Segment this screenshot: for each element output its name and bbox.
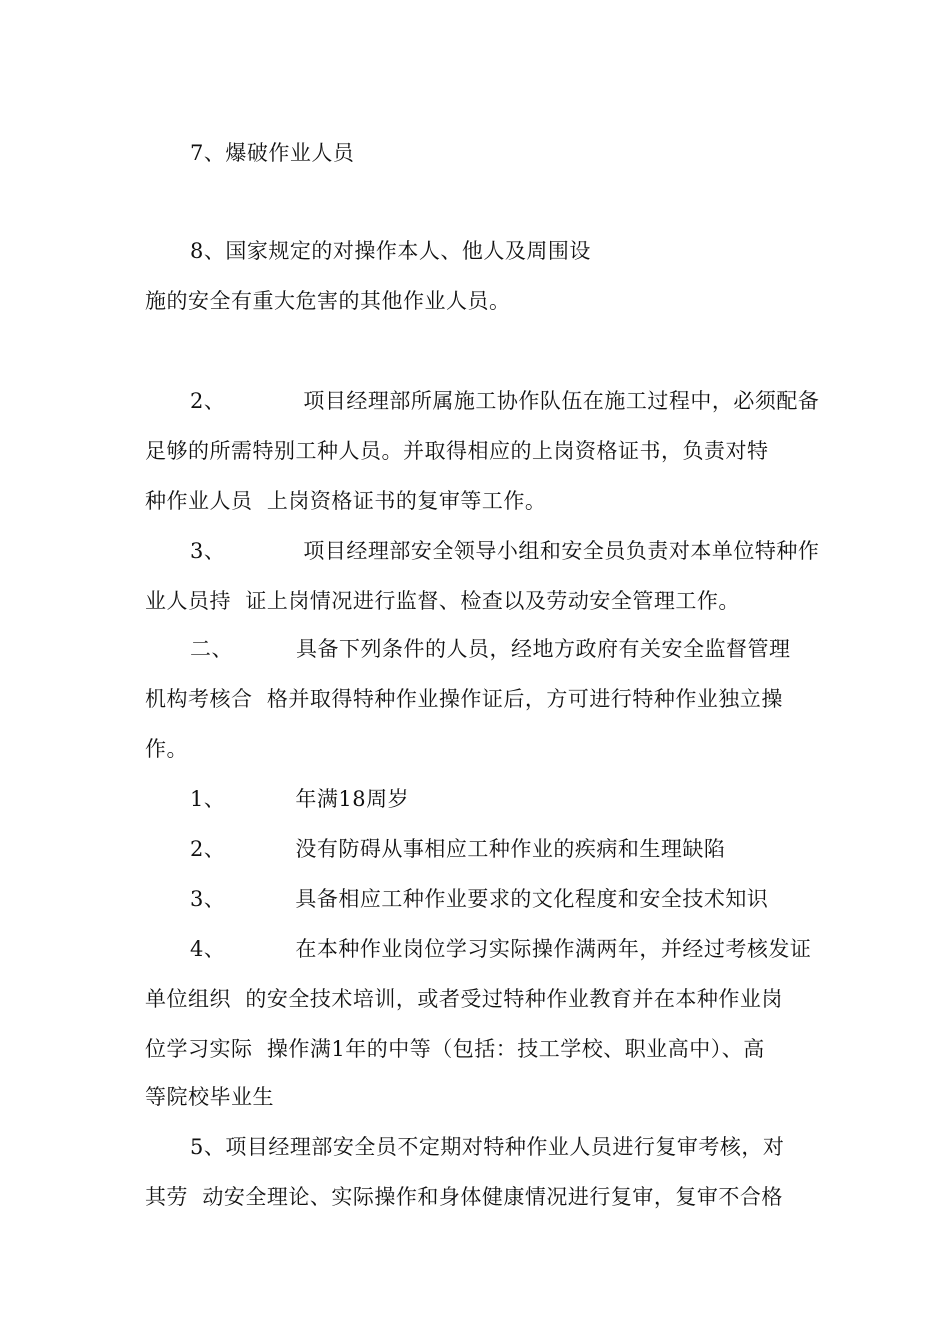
paragraph-3-line-1: [190, 537, 819, 565]
condition-4-line-3: [145, 1035, 765, 1063]
section-2-text-2: 机构考核合 格并取得特种作业操作证后，方可进行特种作业独立操: [145, 687, 783, 711]
paragraph-2-text-3: 种作业人员 上岗资格证书的复审等工作。: [145, 489, 547, 513]
condition-1: [190, 785, 409, 813]
paragraph-3-text-2: 业人员持 证上岗情况进行监督、检查以及劳动安全管理工作。: [145, 589, 740, 613]
condition-5-line-2: [145, 1183, 783, 1211]
section-2-line-2: [145, 685, 783, 713]
paragraph-3-text-1: 项目经理部安全领导小组和安全员负责对本单位特种作: [303, 539, 820, 563]
section-2-text-1: 具备下列条件的人员，经地方政府有关安全监督管理: [296, 637, 791, 661]
condition-3-text: 具备相应工种作业要求的文化程度和安全技术知识: [295, 887, 769, 911]
condition-1-text: 年满18周岁: [295, 787, 410, 811]
paragraph-2-line-3: [145, 487, 546, 515]
list-item-8-line-1: [190, 237, 591, 265]
section-2-line-3: [145, 735, 188, 763]
condition-4-line-1: [190, 935, 811, 963]
condition-4-text-1: 在本种作业岗位学习实际操作满两年，并经过考核发证: [295, 937, 812, 961]
condition-4-number: 4、: [190, 937, 226, 961]
item-7-text: 7、爆破作业人员: [190, 141, 355, 165]
condition-2-number: 2、: [190, 837, 226, 861]
section-2-line-1: [190, 635, 791, 663]
condition-3: [190, 885, 768, 913]
condition-4-line-2: [145, 985, 783, 1013]
paragraph-3-line-2: [145, 587, 740, 615]
paragraph-2-text-1: 项目经理部所属施工协作队伍在施工过程中，必须配备: [303, 389, 820, 413]
item-8-text-2: 施的安全有重大危害的其他作业人员。: [145, 289, 511, 313]
paragraph-2-line-1: [190, 387, 819, 415]
list-item-7: [190, 139, 354, 167]
condition-5-line-1: [190, 1133, 784, 1161]
paragraph-2-number: 2、: [190, 389, 226, 413]
condition-4-text-3: 位学习实际 操作满1年的中等（包括：技工学校、职业高中）、高: [145, 1037, 765, 1061]
paragraph-3-number: 3、: [190, 539, 226, 563]
condition-4-text-4: 等院校毕业生: [145, 1085, 274, 1109]
paragraph-2-text-2: 足够的所需特别工种人员。并取得相应的上岗资格证书，负责对特: [145, 439, 769, 463]
section-2-text-3: 作。: [145, 737, 188, 761]
condition-4-line-4: [145, 1083, 274, 1111]
condition-5-text-2: 其劳 动安全理论、实际操作和身体健康情况进行复审，复审不合格: [145, 1185, 783, 1209]
list-item-8-line-2: [145, 287, 511, 315]
condition-5-text-1: 5、项目经理部安全员不定期对特种作业人员进行复审考核，对: [190, 1135, 785, 1159]
item-8-text-1: 8、国家规定的对操作本人、他人及周围设: [190, 239, 591, 263]
condition-2: [190, 835, 725, 863]
condition-2-text: 没有防碍从事相应工种作业的疾病和生理缺陷: [295, 837, 726, 861]
section-2-number: 二、: [190, 637, 233, 661]
paragraph-2-line-2: [145, 437, 769, 465]
condition-1-number: 1、: [190, 787, 226, 811]
condition-4-text-2: 单位组织 的安全技术培训，或者受过特种作业教育并在本种作业岗: [145, 987, 783, 1011]
condition-3-number: 3、: [190, 887, 226, 911]
